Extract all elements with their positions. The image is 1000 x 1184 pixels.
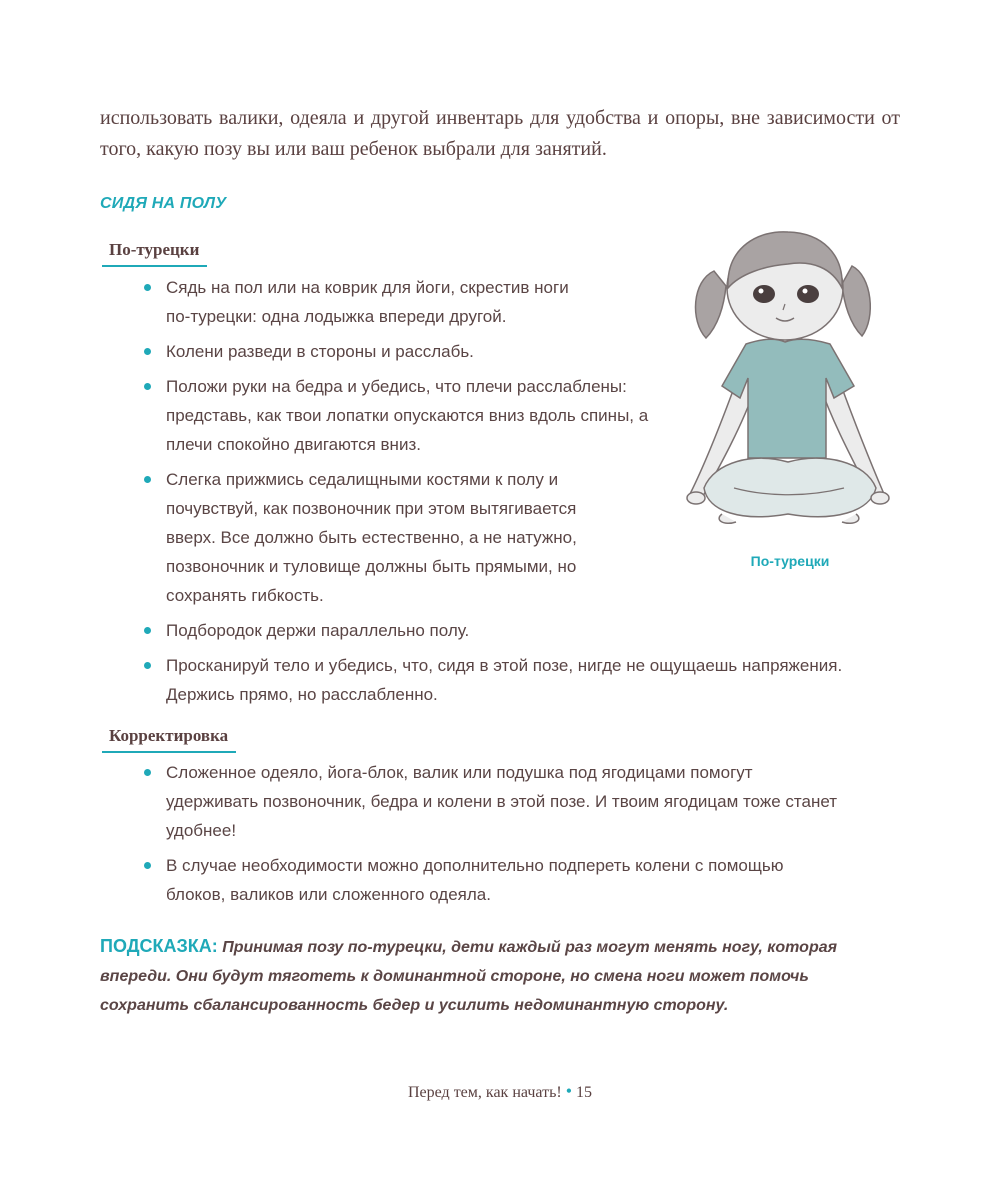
tip-block xyxy=(100,932,890,1020)
list-item: Слегка прижмись седалищными костями к полу и почувствуй, как позвоночник при этом вытягивается вверх. Все должно быть естественно, а не натужно, позвоночник и туловище должны быть прямыми, но сохранять гибкость. xyxy=(0,465,611,610)
page-number: 15 xyxy=(576,1084,592,1101)
section-title: СИДЯ НА ПОЛУ xyxy=(100,195,227,212)
list-item: Сложенное одеяло, йога-блок, валик или подушка под ягодицами помогут удерживать позвоночник, бедра и колени в этой позе. И твоим ягодицам тоже станет удобнее! xyxy=(0,758,846,845)
intro-paragraph: использовать валики, одеяла и другой инвентарь для удобства и опоры, вне зависимости от того, какую позу вы или ваш ребенок выбрали для занятий. xyxy=(100,107,900,160)
girl-cross-legged-illustration xyxy=(684,226,894,536)
tip-label: ПОДСКАЗКА: xyxy=(100,936,218,956)
footer-separator-dot: • xyxy=(565,1081,572,1101)
list-item: Колени разведи в стороны и расслабь. xyxy=(0,337,656,366)
tip-text: Принимая позу по-турецки, дети каждый раз могут менять ногу, которая впереди. Они будут тяготеть к доминантной стороне, но смена ноги может помочь сохранить сбалансированность бедер и усилить недоминантную сторону. xyxy=(100,939,838,1014)
figure-caption: По-турецки xyxy=(750,553,830,569)
list-item: Положи руки на бедра и убедись, что плечи расслаблены: представь, как твои лопатки опускаются вниз вдоль спины, а плечи спокойно двигаются вниз. xyxy=(0,372,656,459)
adjustment-list xyxy=(0,758,846,915)
adjustment-title: Корректировка xyxy=(102,726,236,753)
pose-title: По-турецки xyxy=(102,240,207,267)
footer-chapter: Перед тем, как начать! xyxy=(408,1084,562,1101)
list-item: Просканируй тело и убедись, что, сидя в этой позе, нигде не ощущаешь напряжения. Держись прямо, но расслабленно. xyxy=(0,651,886,709)
list-item: Подбородок держи параллельно полу. xyxy=(0,616,886,645)
list-item: Сядь на пол или на коврик для йоги, скрестив ноги по-турецки: одна лодыжка впереди другой. xyxy=(0,273,586,331)
list-item: В случае необходимости можно дополнительно подпереть колени с помощью блоков, валиков или сложенного одеяла. xyxy=(0,851,846,909)
page-footer xyxy=(0,1081,1000,1102)
